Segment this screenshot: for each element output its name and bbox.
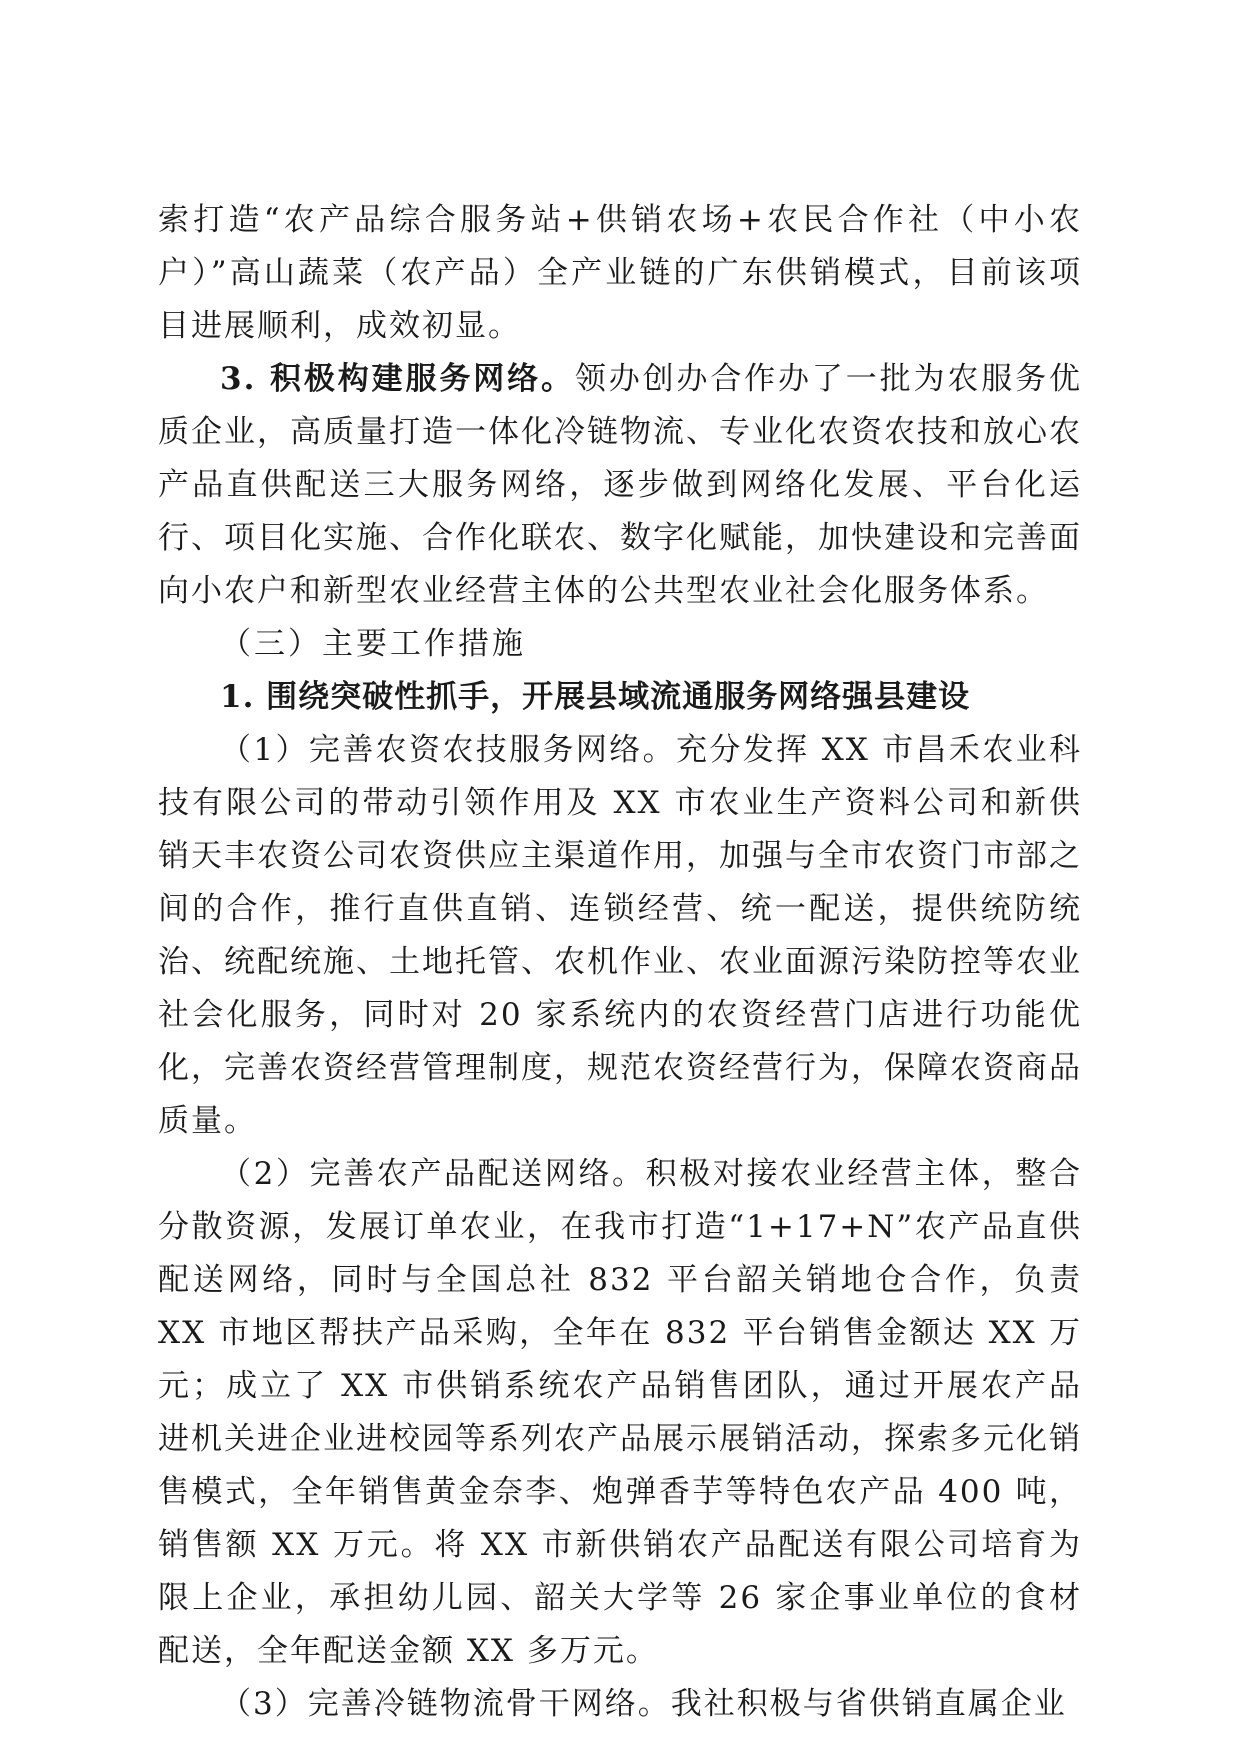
paragraph-service-network xyxy=(158,353,1082,618)
paragraph-body: 领办创办合作办了一批为农服务优质企业，高质量打造一体化冷链物流、专业化农资农技和放心农产品直供配送三大服务网络，逐步做到网络化发展、平台化运行、项目化实施、合作化联农、数字化赋能，加快建设和完善面向小农户和新型农业经营主体的公共型农业社会化服务体系。 xyxy=(158,361,1083,609)
paragraph-continuation: 索打造“农产品综合服务站+供销农场+农民合作社（中小农户）”高山蔬菜（农产品）全产业链的广东供销模式，目前该项目进展顺利，成效初显。 xyxy=(158,202,1082,344)
paragraph-agri-inputs: （1）完善农资农技服务网络。充分发挥 XX 市昌禾农业科技有限公司的带动引领作用及 XX 市农业生产资料公司和新供销天丰农资公司农资供应主渠道作用，加强与全市农资门市部之间的合作，推行直供直销、连锁经营、统一配送，提供统防统治、统配统施、土地托管、农机作业、农业面源污染防控等农业社会化服务，同时对 20 家系统内的农资经营门店进行功能优化，完善农资经营管理制度，规范农资经营行为，保障农资商品质量。 xyxy=(158,732,1082,1139)
sub-heading: 1. 围绕突破性抓手，开展县域流通服务网络强县建设 xyxy=(220,679,971,715)
paragraph-cold-chain: （3）完善冷链物流骨干网络。我社积极与省供销直属企业 xyxy=(220,1686,1067,1722)
section-heading: （三）主要工作措施 xyxy=(220,626,526,662)
paragraph-lead: 3. 积极构建服务网络。 xyxy=(220,361,575,397)
document-body xyxy=(158,194,1082,1731)
paragraph-distribution: （2）完善农产品配送网络。积极对接农业经营主体，整合分散资源，发展订单农业，在我市打造“1+17+N”农产品直供配送网络，同时与全国总社 832 平台韶关销地仓合作，负责 XX 市地区帮扶产品采购，全年在 832 平台销售金额达 XX 万元；成立了 XX 市供销系统农产品销售团队，通过开展农产品进机关进企业进校园等系列农产品展示展销活动，探索多元化销售模式，全年销售黄金奈李、炮弹香芋等特色农产品 400 吨，销售额 XX 万元。将 XX 市新供销农产品配送有限公司培育为限上企业，承担幼儿园、韶关大学等 26 家企事业单位的食材配送，全年配送金额 XX 多万元。 xyxy=(158,1156,1082,1669)
